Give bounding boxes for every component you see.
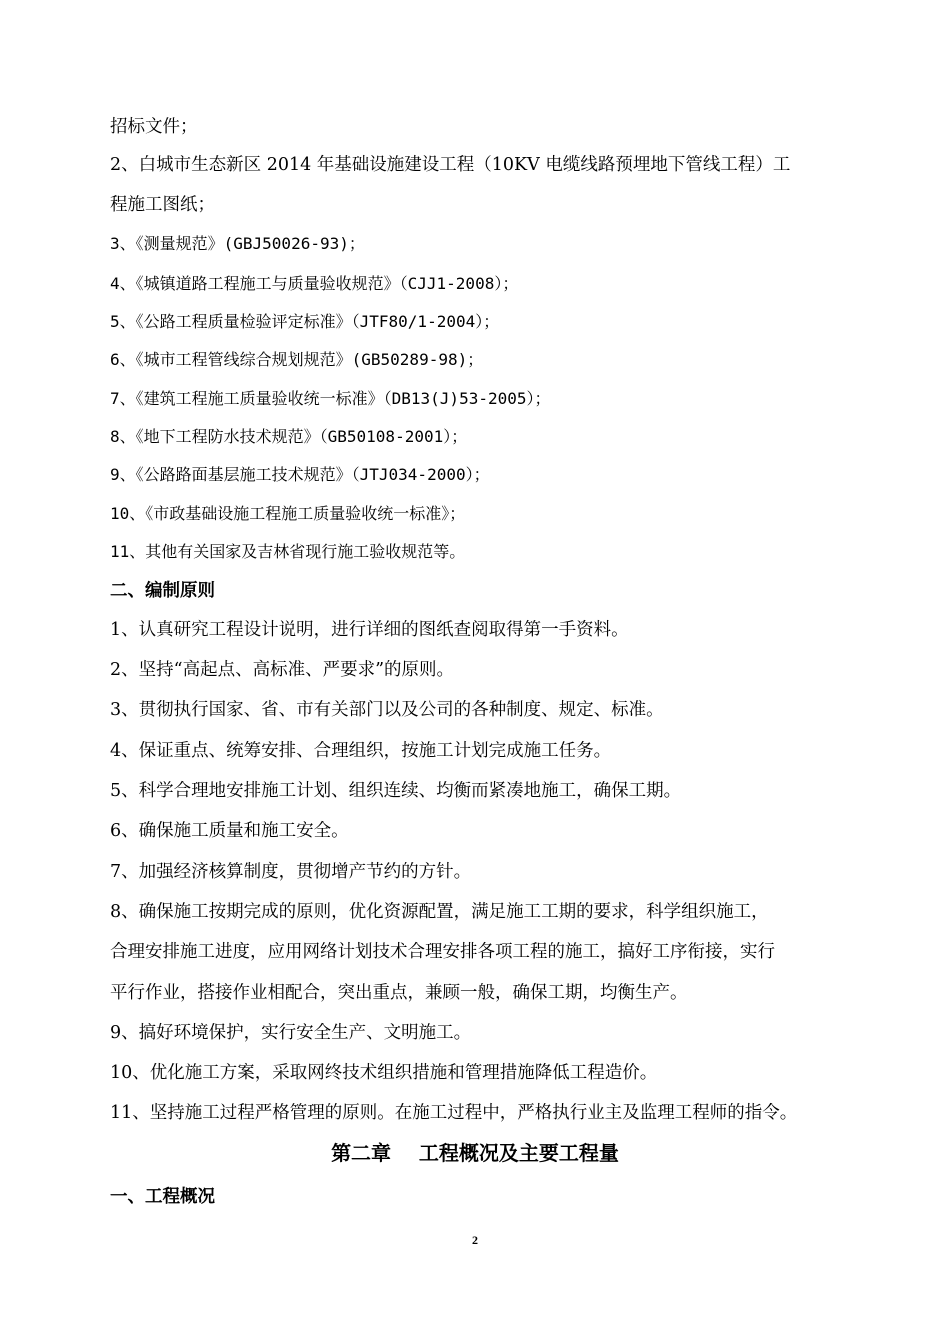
principle-5: 5、科学合理地安排施工计划、组织连续、均衡而紧凑地施工，确保工期。: [110, 781, 682, 801]
principle-8-line-3: 平行作业，搭接作业相配合，突出重点，兼顾一般，确保工期，均衡生产。: [110, 983, 688, 1003]
principle-2: 2、坚持“高起点、高标准、严要求”的原则。: [110, 660, 455, 680]
reference-item-7: 7、《建筑工程施工质量验收统一标准》（DB13(J)53-2005）；: [110, 389, 551, 408]
reference-item-3: 3、《测量规范》(GBJ50026-93)；: [110, 234, 365, 253]
reference-item-11: 11、其他有关国家及吉林省现行施工验收规范等。: [110, 542, 466, 561]
reference-item-5: 5、《公路工程质量检验评定标准》（JTF80/1-2004）；: [110, 312, 500, 331]
chapter-title: 第二章 工程概况及主要工程量: [331, 1141, 619, 1165]
reference-item-6: 6、《城市工程管线综合规划规范》(GB50289-98)；: [110, 350, 484, 369]
reference-item-9: 9、《公路路面基层施工技术规范》（JTJ034-2000）；: [110, 465, 490, 484]
reference-item-2-line-2: 程施工图纸；: [110, 195, 215, 215]
principle-1: 1、认真研究工程设计说明，进行详细的图纸查阅取得第一手资料。: [110, 620, 629, 640]
section-heading-principles: 二、编制原则: [110, 581, 215, 601]
principle-3: 3、贯彻执行国家、省、市有关部门以及公司的各种制度、规定、标准。: [110, 700, 664, 720]
section-heading-overview: 一、工程概况: [110, 1187, 215, 1207]
reference-item-1-tail: 招标文件；: [110, 117, 198, 137]
principle-8-line-2: 合理安排施工进度，应用网络计划技术合理安排各项工程的施工，搞好工序衔接，实行: [110, 942, 775, 962]
principle-6: 6、确保施工质量和施工安全。: [110, 821, 349, 841]
principle-7: 7、加强经济核算制度，贯彻增产节约的方针。: [110, 862, 472, 882]
principle-10: 10、优化施工方案，采取网终技术组织措施和管理措施降低工程造价。: [110, 1063, 658, 1083]
principle-9: 9、搞好环境保护，实行安全生产、文明施工。: [110, 1023, 472, 1043]
principle-11: 11、坚持施工过程严格管理的原则。在施工过程中，严格执行业主及监理工程师的指令。: [110, 1103, 798, 1123]
principle-8-line-1: 8、确保施工按期完成的原则，优化资源配置，满足施工工期的要求，科学组织施工，: [110, 902, 769, 922]
reference-item-4: 4、《城镇道路工程施工与质量验收规范》（CJJ1-2008）；: [110, 274, 519, 293]
reference-item-2-line-1: 2、白城市生态新区 2014 年基础设施建设工程（10KV 电缆线路预埋地下管线工程）工: [110, 155, 791, 175]
page-number: 2: [472, 1233, 478, 1247]
reference-item-10: 10、《市政基础设施工程施工质量验收统一标准》；: [110, 504, 466, 523]
principle-4: 4、保证重点、统筹安排、合理组织，按施工计划完成施工任务。: [110, 741, 612, 761]
reference-item-8: 8、《地下工程防水技术规范》（GB50108-2001）；: [110, 427, 468, 446]
